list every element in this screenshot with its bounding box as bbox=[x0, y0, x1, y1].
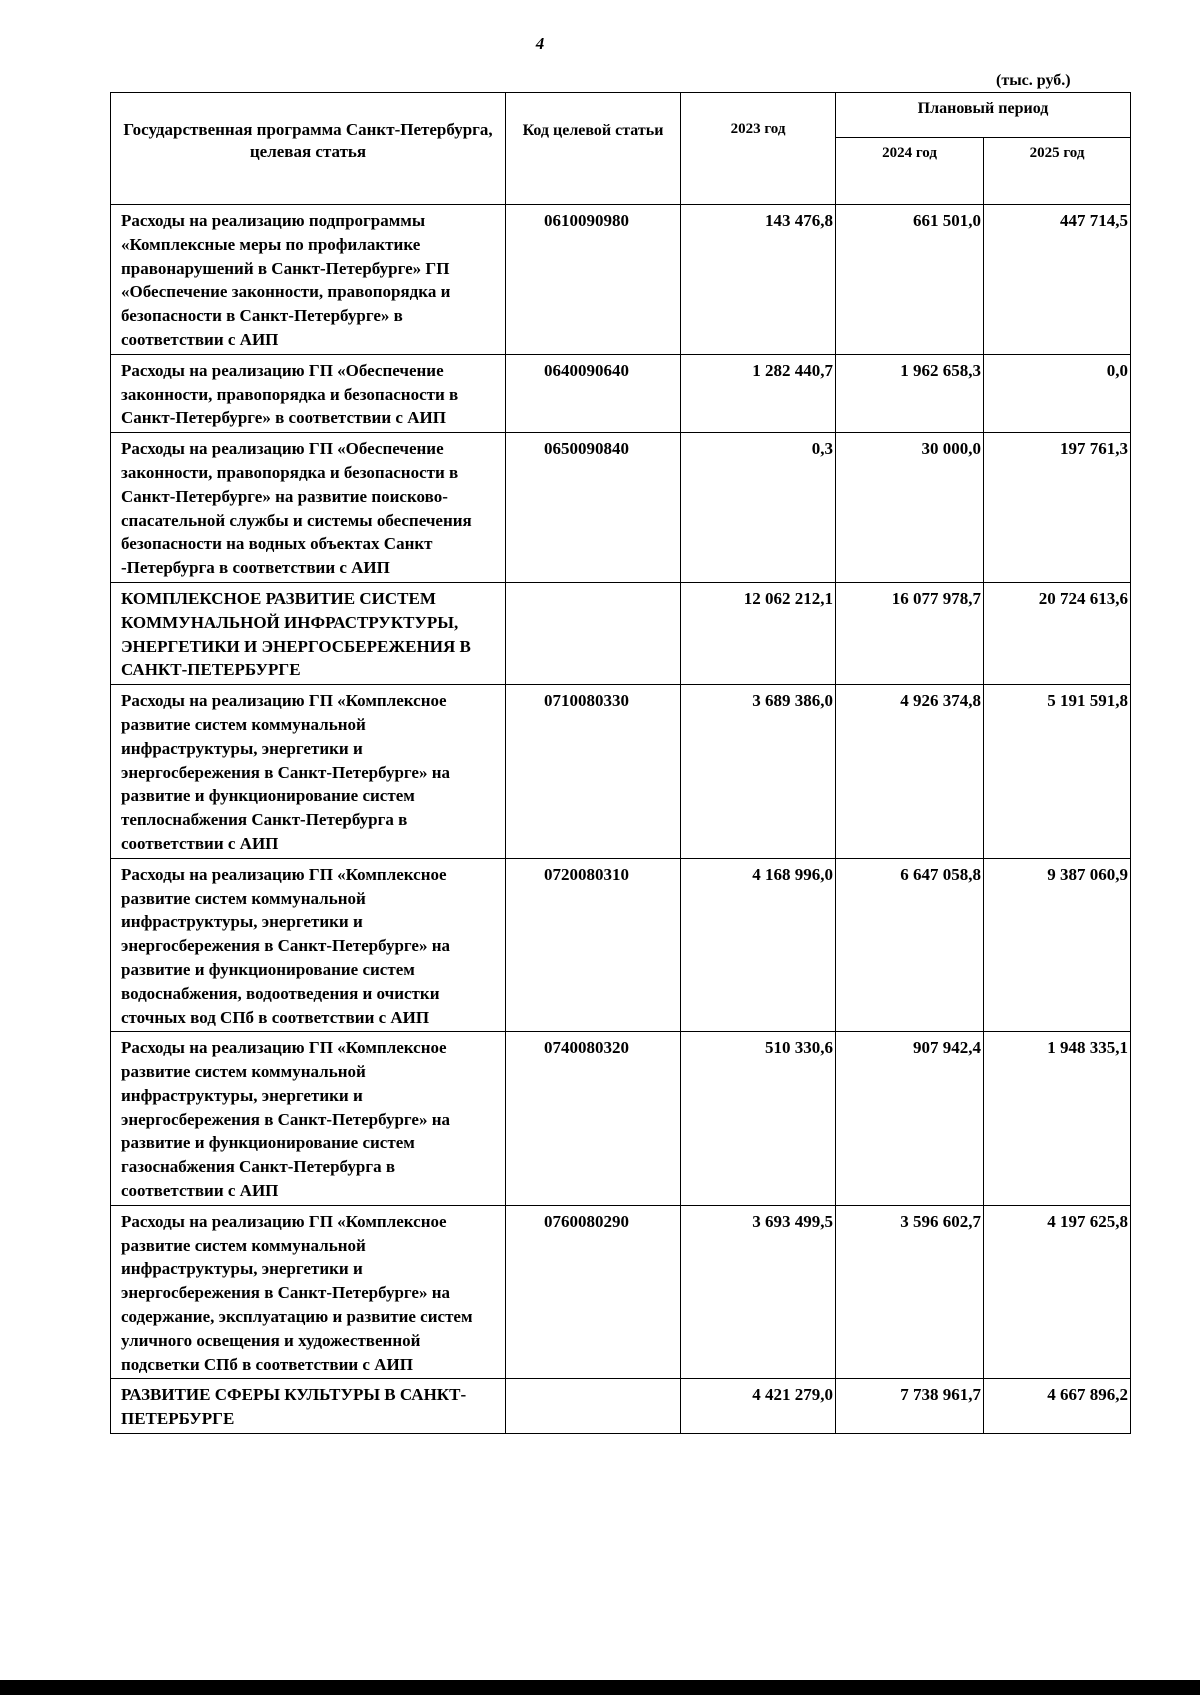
header-2024: 2024 год bbox=[836, 138, 984, 205]
row-2025: 4 197 625,8 bbox=[984, 1205, 1131, 1379]
row-name: Расходы на реализацию ГП «Комплексное развитие систем коммунальной инфраструктуры, энергетики и энергосбережения в Санкт-Петербурге» на развитие и функционирование систем теплоснабжения Санкт-Петербурга в соответствии с АИП bbox=[111, 685, 506, 859]
table-row bbox=[111, 1032, 1131, 1206]
row-2023: 3 693 499,5 bbox=[681, 1205, 836, 1379]
row-2025: 4 667 896,2 bbox=[984, 1379, 1131, 1434]
row-2025: 197 761,3 bbox=[984, 433, 1131, 583]
row-name: Расходы на реализацию ГП «Обеспечение законности, правопорядка и безопасности в Санкт-Петербурге» на развитие поисково-спасательной службы и системы обеспечения безопасности на водных объектах Санкт -Петербурга в соответствии с АИП bbox=[111, 433, 506, 583]
row-2024: 4 926 374,8 bbox=[836, 685, 984, 859]
row-code bbox=[506, 582, 681, 684]
row-name: Расходы на реализацию ГП «Комплексное развитие систем коммунальной инфраструктуры, энергетики и энергосбережения в Санкт-Петербурге» на развитие и функционирование систем газоснабжения Санкт-Петербурга в соответствии с АИП bbox=[111, 1032, 506, 1206]
row-code bbox=[506, 1379, 681, 1434]
header-2025: 2025 год bbox=[984, 138, 1131, 205]
row-2024: 16 077 978,7 bbox=[836, 582, 984, 684]
table-row bbox=[111, 1379, 1131, 1434]
row-2023: 0,3 bbox=[681, 433, 836, 583]
row-2024: 907 942,4 bbox=[836, 1032, 984, 1206]
units-label: (тыс. руб.) bbox=[996, 72, 1071, 89]
row-2025: 1 948 335,1 bbox=[984, 1032, 1131, 1206]
row-code: 0710080330 bbox=[506, 685, 681, 859]
table-row bbox=[111, 354, 1131, 432]
row-code: 0640090640 bbox=[506, 354, 681, 432]
row-code: 0610090980 bbox=[506, 205, 681, 355]
row-2024: 661 501,0 bbox=[836, 205, 984, 355]
row-2023: 3 689 386,0 bbox=[681, 685, 836, 859]
row-2023: 4 168 996,0 bbox=[681, 858, 836, 1032]
table-row bbox=[111, 858, 1131, 1032]
row-2024: 30 000,0 bbox=[836, 433, 984, 583]
table-row bbox=[111, 433, 1131, 583]
scan-bottom-edge bbox=[0, 1680, 1200, 1695]
row-code: 0740080320 bbox=[506, 1032, 681, 1206]
row-2024: 7 738 961,7 bbox=[836, 1379, 984, 1434]
row-2025: 0,0 bbox=[984, 354, 1131, 432]
row-name: Расходы на реализацию ГП «Комплексное развитие систем коммунальной инфраструктуры, энергетики и энергосбережения в Санкт-Петербурге» на развитие и функционирование систем водоснабжения, водоотведения и очистки сточных вод СПб в соответствии с АИП bbox=[111, 858, 506, 1032]
row-name: Расходы на реализацию подпрограммы «Комплексные меры по профилактике правонарушений в Санкт-Петербурге» ГП «Обеспечение законности, правопорядка и безопасности в Санкт-Петербурге» в соответствии с АИП bbox=[111, 205, 506, 355]
row-2023: 1 282 440,7 bbox=[681, 354, 836, 432]
header-code: Код целевой статьи bbox=[506, 93, 681, 205]
row-2025: 20 724 613,6 bbox=[984, 582, 1131, 684]
row-2025: 9 387 060,9 bbox=[984, 858, 1131, 1032]
row-2023: 510 330,6 bbox=[681, 1032, 836, 1206]
row-code: 0720080310 bbox=[506, 858, 681, 1032]
row-2024: 3 596 602,7 bbox=[836, 1205, 984, 1379]
row-2023: 143 476,8 bbox=[681, 205, 836, 355]
row-2024: 6 647 058,8 bbox=[836, 858, 984, 1032]
row-name: Расходы на реализацию ГП «Обеспечение законности, правопорядка и безопасности в Санкт-Петербурге» в соответствии с АИП bbox=[111, 354, 506, 432]
budget-table bbox=[110, 92, 1131, 1434]
row-2025: 447 714,5 bbox=[984, 205, 1131, 355]
row-code: 0650090840 bbox=[506, 433, 681, 583]
table-row bbox=[111, 1205, 1131, 1379]
row-name: КОМПЛЕКСНОЕ РАЗВИТИЕ СИСТЕМ КОММУНАЛЬНОЙ ИНФРАСТРУКТУРЫ, ЭНЕРГЕТИКИ И ЭНЕРГОСБЕРЕЖЕНИЯ В САНКТ-ПЕТЕРБУРГЕ bbox=[111, 582, 506, 684]
table-row bbox=[111, 205, 1131, 355]
table-row bbox=[111, 582, 1131, 684]
row-2023: 12 062 212,1 bbox=[681, 582, 836, 684]
row-2025: 5 191 591,8 bbox=[984, 685, 1131, 859]
row-name: РАЗВИТИЕ СФЕРЫ КУЛЬТУРЫ В САНКТ-ПЕТЕРБУРГЕ bbox=[111, 1379, 506, 1434]
row-name: Расходы на реализацию ГП «Комплексное развитие систем коммунальной инфраструктуры, энергетики и энергосбережения в Санкт-Петербурге» на содержание, эксплуатацию и развитие систем уличного освещения и художественной подсветки СПб в соответствии с АИП bbox=[111, 1205, 506, 1379]
row-code: 0760080290 bbox=[506, 1205, 681, 1379]
header-2023: 2023 год bbox=[681, 93, 836, 205]
header-planned-period: Плановый период bbox=[836, 93, 1131, 138]
page-number: 4 bbox=[535, 34, 545, 53]
row-2023: 4 421 279,0 bbox=[681, 1379, 836, 1434]
table-row bbox=[111, 685, 1131, 859]
header-program: Государственная программа Санкт-Петербурга, целевая статья bbox=[111, 93, 506, 205]
row-2024: 1 962 658,3 bbox=[836, 354, 984, 432]
